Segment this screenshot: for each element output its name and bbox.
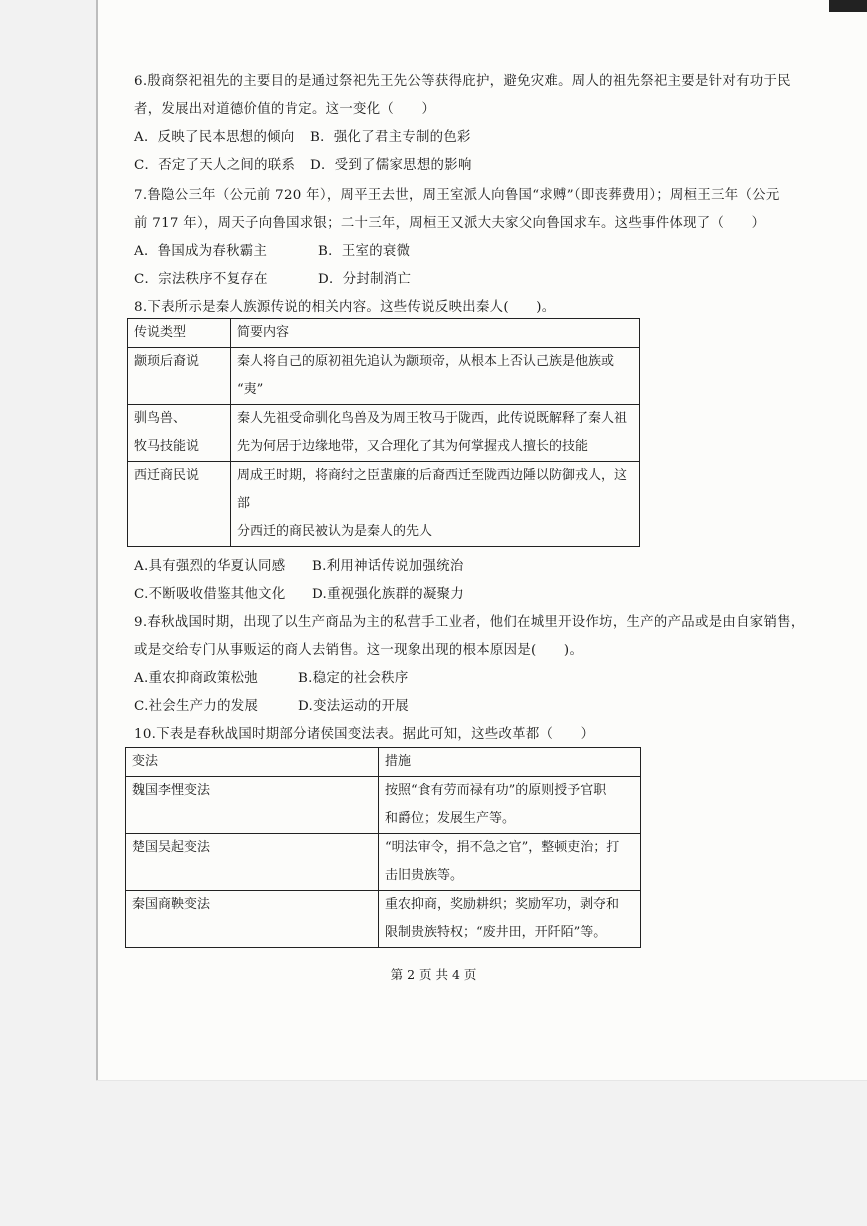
cell-text: 颛顼后裔说 — [134, 354, 200, 369]
q6-option-b: B．强化了君主专制的色彩 — [310, 130, 471, 145]
q9-option-b: B.稳定的社会秩序 — [298, 671, 409, 686]
q8-option-c: C.不断吸收借鉴其他文化 — [134, 587, 286, 602]
cell-text: 秦人先祖受命驯化鸟兽及为周王牧马于陇西，此传说既解释了秦人祖 — [237, 411, 628, 426]
legend-type-cell — [128, 348, 231, 405]
cell-text: 击旧贵族等。 — [385, 868, 464, 883]
table-header-cell: 简要内容 — [231, 319, 640, 348]
q7-option-b: B．王室的衰微 — [318, 244, 411, 259]
table-row — [126, 834, 641, 891]
table-header-cell: 变法 — [126, 748, 379, 777]
legend-content-cell — [231, 348, 640, 405]
cell-text: 限制贵族特权；“废井田，开阡陌”等。 — [385, 925, 607, 940]
table-header-cell: 措施 — [379, 748, 641, 777]
cell-text: “明法审令，捐不急之官”，整顿吏治；打 — [385, 840, 620, 855]
table-row — [128, 348, 640, 405]
cell-text: 分西迁的商民被认为是秦人的先人 — [237, 524, 433, 539]
q7-option-d: D．分封制消亡 — [318, 272, 412, 287]
cell-text: 和爵位；发展生产等。 — [385, 811, 516, 826]
q9-stem-line1: 9.春秋战国时期，出现了以生产商品为主的私营手工业者，他们在城里开设作坊，生产的产品或是由自家销售， — [134, 615, 805, 630]
table-header-row — [128, 319, 640, 348]
q7-option-a: A．鲁国成为春秋霸主 — [134, 244, 268, 259]
q8-option-a: A.具有强烈的华夏认同感 — [134, 559, 286, 574]
q7-stem-line1: 7.鲁隐公三年（公元前 720 年），周平王去世，周王室派人向鲁国“求赙”（即丧葬费用）；周桓王三年（公元 — [134, 188, 780, 203]
reform-measure-cell — [379, 777, 641, 834]
legend-content-cell — [231, 462, 640, 547]
legend-content-cell — [231, 405, 640, 462]
reform-name-cell: 魏国李悝变法 — [126, 777, 379, 834]
scan-corner-mark — [829, 0, 867, 12]
q10-stem: 10.下表是春秋战国时期部分诸侯国变法表。据此可知，这些改革都（ ） — [134, 727, 595, 742]
q6-option-a: A．反映了民本思想的倾向 — [134, 130, 295, 145]
legend-type-cell — [128, 462, 231, 547]
cell-text: 重农抑商，奖励耕织；奖励军功，剥夺和 — [385, 897, 620, 912]
reform-name-cell: 楚国吴起变法 — [126, 834, 379, 891]
cell-text: “夷” — [237, 382, 264, 397]
q8-option-b: B.利用神话传说加强统治 — [312, 559, 464, 574]
q6-stem-line2: 者，发展出对道德价值的肯定。这一变化（ ） — [134, 102, 436, 117]
q9-stem-line2: 或是交给专门从事贩运的商人去销售。这一现象出现的根本原因是( )。 — [134, 643, 584, 658]
cell-text: 按照“食有劳而禄有功”的原则授予官职 — [385, 783, 607, 798]
q6-option-d: D．受到了儒家思想的影响 — [310, 158, 472, 173]
table-row — [126, 777, 641, 834]
q9-option-d: D.变法运动的开展 — [298, 699, 409, 714]
reform-name-cell: 秦国商鞅变法 — [126, 891, 379, 948]
q8-option-d: D.重视强化族群的凝聚力 — [312, 587, 465, 602]
cell-text: 西迁商民说 — [134, 468, 200, 483]
q6-option-c: C．否定了天人之间的联系 — [134, 158, 296, 173]
cell-text: 周成王时期，将商纣之臣蜚廉的后裔西迁至陇西边陲以防御戎人，这部 — [237, 468, 628, 511]
table-header-cell: 传说类型 — [128, 319, 231, 348]
q8-table — [127, 318, 640, 547]
cell-text: 秦人将自己的原初祖先追认为颛顼帝，从根本上否认己族是他族或 — [237, 354, 615, 369]
q7-stem-line2: 前 717 年），周天子向鲁国求银；二十三年，周桓王又派大夫家父向鲁国求车。这些事件体现了（ ） — [134, 216, 766, 231]
q9-option-a: A.重农抑商政策松弛 — [134, 671, 259, 686]
table-row — [128, 462, 640, 547]
cell-text: 驯鸟兽、 — [134, 411, 187, 426]
table-row — [126, 891, 641, 948]
page-number-footer: 第 2 页 共 4 页 — [390, 967, 477, 982]
q8-stem: 8.下表所示是秦人族源传说的相关内容。这些传说反映出秦人( )。 — [134, 300, 556, 315]
bleed-through-mark — [760, 112, 771, 128]
q10-table — [125, 747, 641, 948]
reform-measure-cell — [379, 891, 641, 948]
q6-stem-line1: 6.殷商祭祀祖先的主要目的是通过祭祀先王先公等获得庇护，避免灾难。周人的祖先祭祀主要是针对有功于民 — [134, 74, 791, 89]
legend-type-cell — [128, 405, 231, 462]
cell-text: 先为何居于边缘地带，又合理化了其为何掌握戎人擅长的技能 — [237, 439, 589, 454]
cell-text: 牧马技能说 — [134, 439, 200, 454]
sheet-edge — [96, 0, 98, 1080]
table-row — [128, 405, 640, 462]
q7-option-c: C．宗法秩序不复存在 — [134, 272, 268, 287]
table-header-row — [126, 748, 641, 777]
q9-option-c: C.社会生产力的发展 — [134, 699, 259, 714]
reform-measure-cell — [379, 834, 641, 891]
